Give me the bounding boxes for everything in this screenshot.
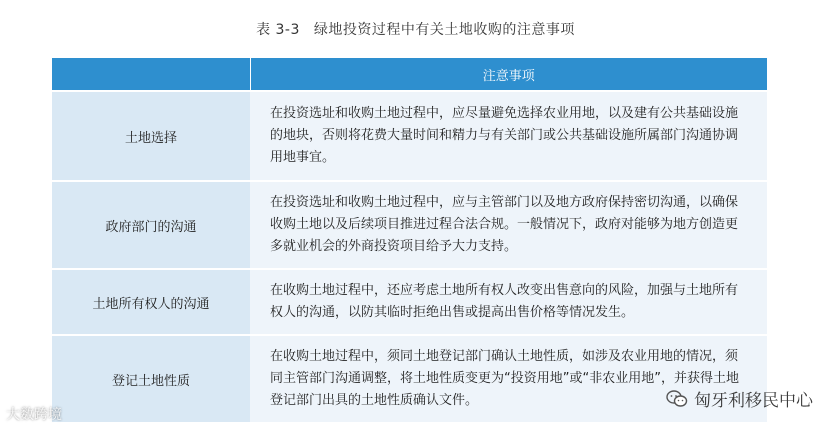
table-title: 绿地投资过程中有关土地收购的注意事项: [313, 22, 575, 38]
header-notes-cell: 注意事项: [250, 58, 767, 91]
table-header-row: [52, 58, 767, 91]
note-cell: 在投资选址和收购土地过程中，应尽量避免选择农业用地，以及建有公共基础设施的地块，否则将花费大量时间和精力与有关部门或公共基础设施所属部门沟通协调用地事宜。: [250, 91, 767, 181]
note-cell: 在收购土地过程中，还应考虑土地所有权人改变出售意向的风险，加强与土地所有权人的沟通，以防其临时拒绝出售或提高出售价格等情况发生。: [250, 269, 767, 335]
topic-cell: 政府部门的沟通: [52, 181, 250, 269]
table-row: [52, 181, 767, 269]
wechat-icon: [666, 390, 688, 408]
table-row: [52, 269, 767, 335]
topic-cell: 土地所有权人的沟通: [52, 269, 250, 335]
topic-cell: 土地选择: [52, 91, 250, 181]
table-caption: [0, 19, 831, 39]
table-row: [52, 91, 767, 181]
notes-table: [52, 58, 767, 422]
watermark-right-text: 匈牙利移民中心: [694, 391, 813, 411]
watermark-right: [666, 386, 813, 411]
header-left-cell: [52, 58, 250, 91]
table-number: 表 3-3: [256, 22, 300, 38]
topic-cell: 登记土地性质: [52, 335, 250, 422]
note-cell: 在投资选址和收购土地过程中，应与主管部门以及地方政府保持密切沟通，以确保收购土地以及后续项目推进过程合法合规。一般情况下，政府对能够为地方创造更多就业机会的外商投资项目给予大力支持。: [250, 181, 767, 269]
table-row: [52, 335, 767, 422]
watermark-left-text: 大数跨境: [6, 407, 62, 423]
watermark-left: [6, 404, 62, 424]
note-cell: 在收购土地过程中，须同土地登记部门确认土地性质，如涉及农业用地的情况，须同主管部门沟通调整，将土地性质变更为“投资用地”或“非农业用地”，并获得土地登记部门出具的土地性质确认文件。: [250, 335, 767, 422]
